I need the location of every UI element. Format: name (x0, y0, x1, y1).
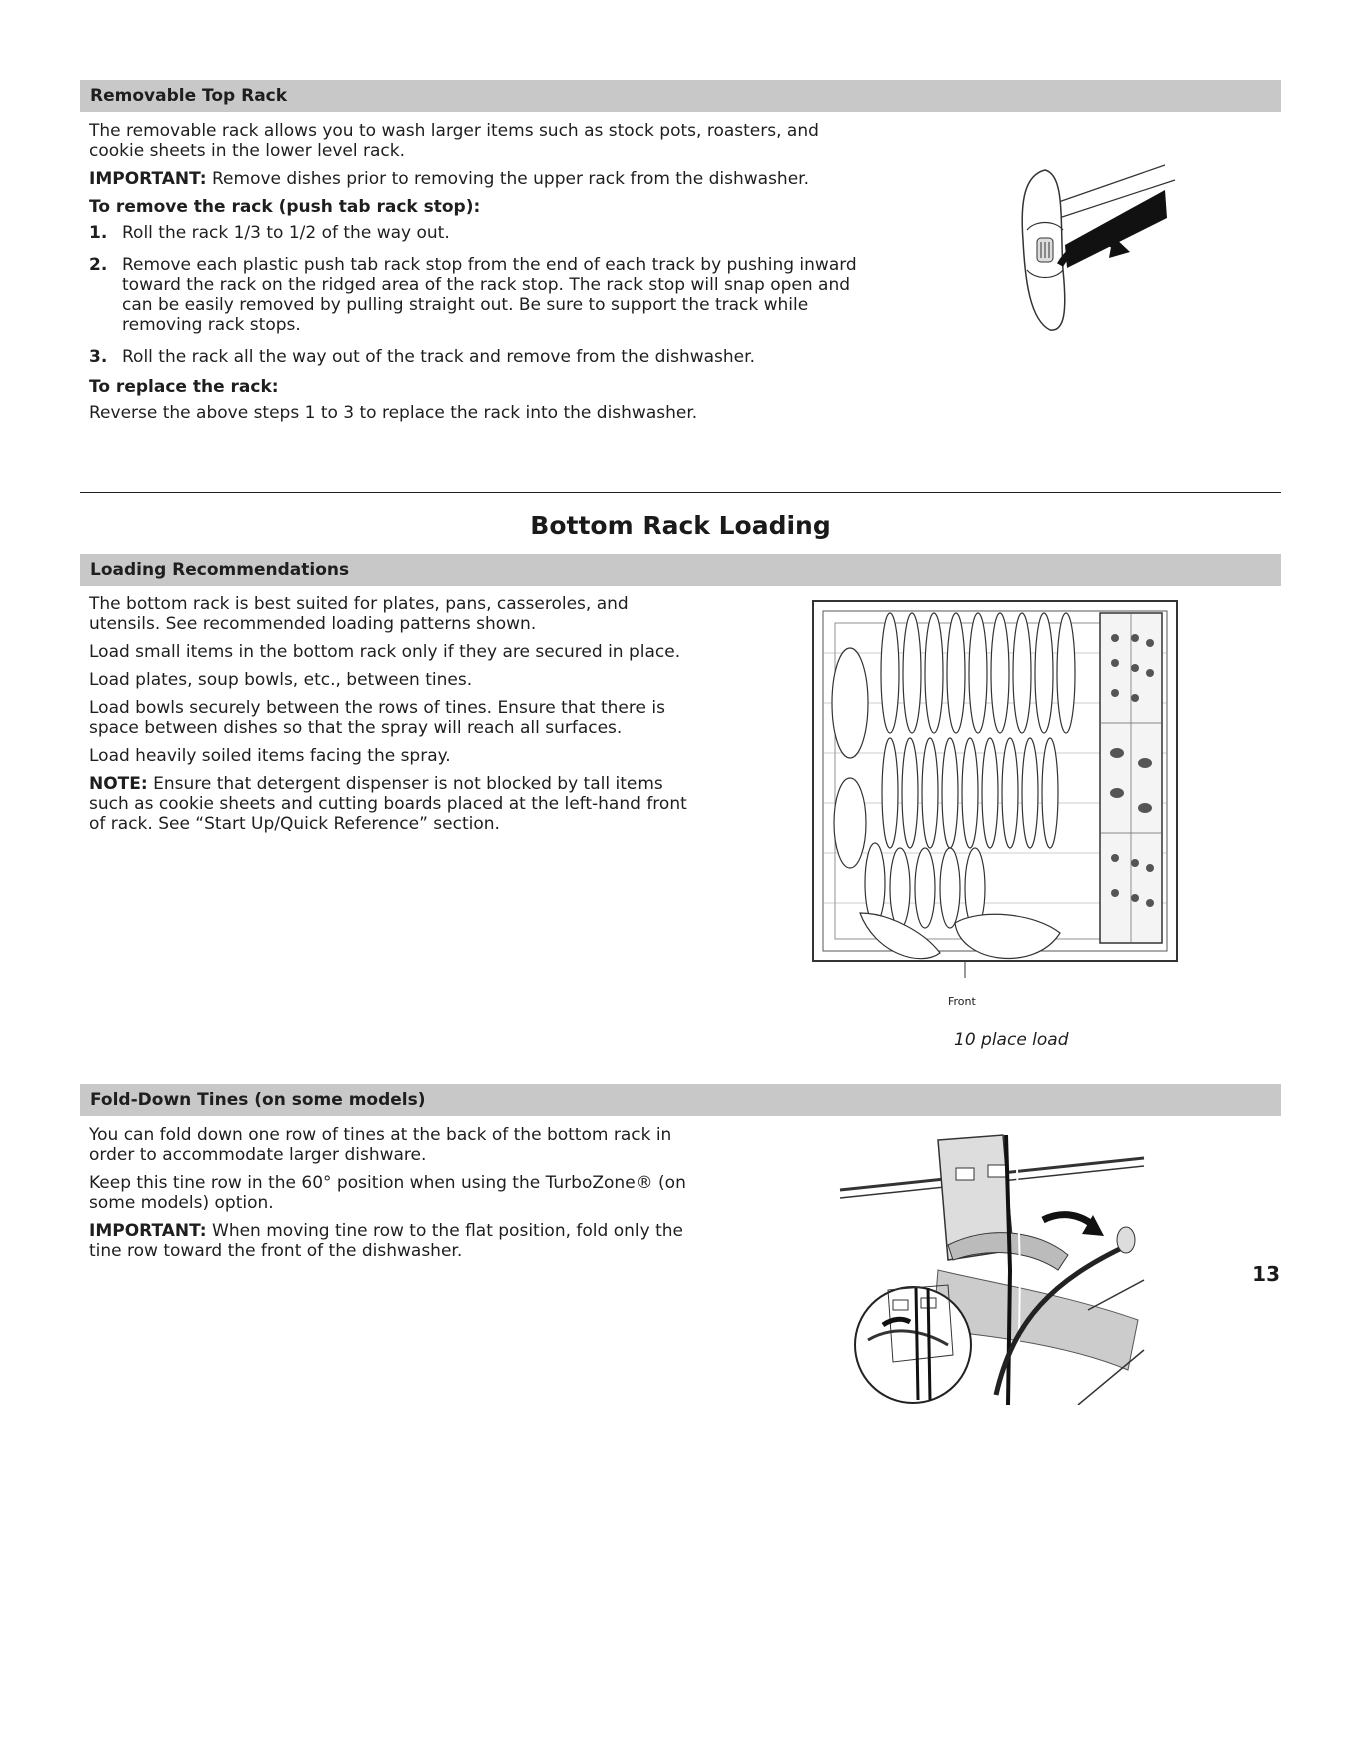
note-label: NOTE: (89, 774, 148, 794)
step-item (89, 347, 879, 367)
page-title: Bottom Rack Loading (530, 511, 831, 540)
rack-stop-icon (1005, 160, 1185, 335)
top-rack-intro: The removable rack allows you to wash larger items such as stock pots, roasters, and cookie sheets in the lower level rack. (89, 121, 819, 161)
step-number: 2. (89, 255, 108, 275)
remove-rack-heading: To remove the rack (push tab rack stop): (89, 197, 481, 217)
loading-paragraph: The bottom rack is best suited for plates, pans, casseroles, and utensils. See recommended loading patterns shown. (89, 594, 629, 634)
fold-down-important (89, 1221, 689, 1261)
top-rack-text (89, 121, 879, 431)
note-text: Ensure that detergent dispenser is not blocked by tall items such as cookie sheets and cutting boards placed at the left-hand front of rack. See “Start Up/Quick Reference” section. (89, 774, 687, 834)
fold-down-paragraph: You can fold down one row of tines at the back of the bottom rack in order to accommodate larger dishware. (89, 1125, 672, 1165)
top-rack-important (89, 169, 879, 189)
page-number: 13 (1252, 1262, 1280, 1286)
step-text: Remove each plastic push tab rack stop from the end of each track by pushing inward toward the rack on the ridged area of the rack stop. The rack stop will snap open and can be easily removed by pulling straight out. Be sure to support the track while removing rack stops. (122, 255, 857, 335)
section-heading-fold-down-tines: Fold-Down Tines (on some models) (80, 1084, 1281, 1116)
step-number: 1. (89, 223, 108, 243)
section-divider (80, 492, 1281, 493)
replace-rack-text: Reverse the above steps 1 to 3 to replace the rack into the dishwasher. (89, 403, 698, 423)
step-text: Roll the rack 1/3 to 1/2 of the way out. (122, 223, 450, 243)
section-heading-loading-recommendations: Loading Recommendations (80, 554, 1281, 586)
step-item (89, 255, 879, 335)
section-heading-removable-top-rack: Removable Top Rack (80, 80, 1281, 112)
loading-paragraph: Load plates, soup bowls, etc., between tines. (89, 670, 473, 690)
replace-rack-heading: To replace the rack: (89, 377, 279, 397)
loading-paragraph: Load heavily soiled items facing the spray. (89, 746, 451, 766)
figure-front-label: Front (948, 995, 976, 1008)
step-text: Roll the rack all the way out of the track and remove from the dishwasher. (122, 347, 755, 367)
important-label: IMPORTANT: (89, 1221, 207, 1241)
important-text: When moving tine row to the flat position, fold only the tine row toward the front of the dishwasher. (89, 1221, 683, 1261)
step-number: 3. (89, 347, 108, 367)
bottom-rack-load-icon (805, 593, 1185, 983)
figure-caption: 10 place load (954, 1030, 1069, 1050)
loading-paragraph: Load bowls securely between the rows of tines. Ensure that there is space between dishes so that the spray will reach all surfaces. (89, 698, 665, 738)
loading-paragraph: Load small items in the bottom rack only if they are secured in place. (89, 642, 681, 662)
fold-down-text (89, 1125, 689, 1269)
important-label: IMPORTANT: (89, 169, 207, 189)
loading-note (89, 774, 689, 834)
important-text: Remove dishes prior to removing the upper rack from the dishwasher. (206, 169, 809, 189)
step-item (89, 223, 879, 243)
fold-down-tines-icon (838, 1130, 1148, 1405)
loading-text (89, 594, 689, 842)
fold-down-paragraph: Keep this tine row in the 60° position when using the TurboZone® (on some models) option. (89, 1173, 686, 1213)
